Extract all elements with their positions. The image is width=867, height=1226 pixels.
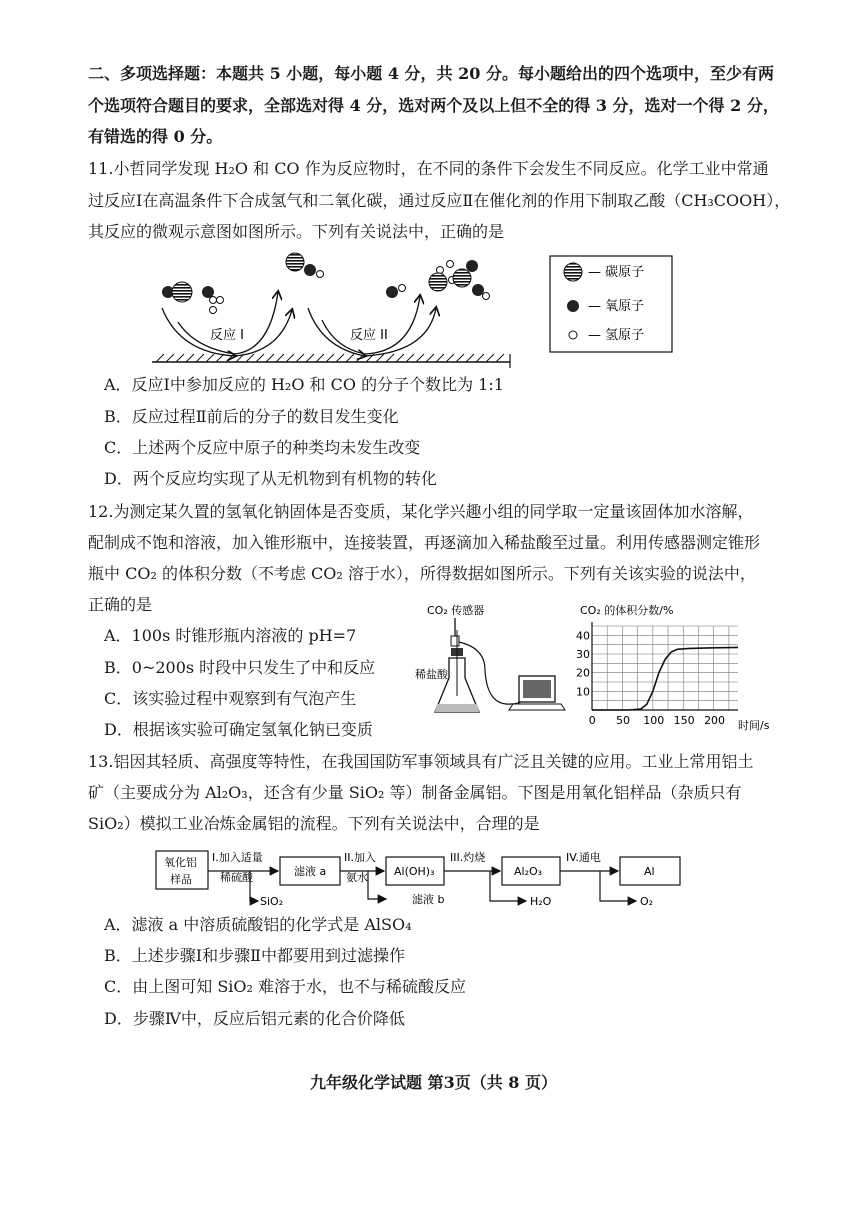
acid-label: 稀盐酸 [415,668,448,681]
chart-x-axis-label: 时间/s [738,719,770,732]
q11-stem-line-1: 11.小哲同学发现 H₂O 和 CO 作为反应物时，在不同的条件下会发生不同反应。化学工业中常通 [88,159,769,178]
q12-stem-line-1: 12.为测定某久置的氢氧化钠固体是否变质，某化学兴趣小组的同学取一定量该固体加水溶解， [88,502,754,521]
y-tick-label: 10 [576,685,590,699]
q11-option-d: D．两个反应均实现了从无机物到有机物的转化 [104,469,437,488]
q13-option-c: C．由上图可知 SiO₂ 难溶于水，也不与稀硫酸反应 [104,977,467,996]
q13-option-b: B．上述步骤Ⅰ和步骤Ⅱ中都要用到过滤操作 [104,946,405,965]
x-tick-label: 200 [704,714,726,727]
x-tick-label: 100 [643,714,665,727]
flow-aloh3-label: Al(OH)₃ [394,865,435,878]
flow-out2-label: 滤液 b [412,893,445,906]
q11-stem-line-3: 其反应的微观示意图如图所示。下列有关说法中，正确的是 [88,222,505,241]
q12-stem-line-3: 瓶中 CO₂ 的体积分数（不考虑 CO₂ 溶于水），所得数据如图所示。下列有关该实验的说法中， [88,564,756,583]
flow-out4-label: O₂ [640,895,654,908]
q12-option-b: B．0~200s 时段中只发生了中和反应 [104,658,376,677]
q12-stem-line-2: 配制成不饱和溶液，加入锥形瓶中，连接装置，再逐滴加入稀盐酸至过量。利用传感器测定锥形 [88,533,761,552]
section-header-line-3: 有错选的得 0 分。 [88,127,223,146]
flow-al2o3-label: Al₂O₃ [514,865,543,878]
flow-step3-label: III.灼烧 [450,851,486,864]
section-header-line-1: 二、多项选择题：本题共 5 小题，每小题 4 分，共 20 分。每小题给出的四个选项中，至少有两 [88,64,774,83]
q13-flow-diagram [150,845,690,910]
sensor-label: CO₂ 传感器 [427,604,485,617]
page-footer: 九年级化学试题 第3页（共 8 页） [310,1073,557,1092]
reaction-2-label: 反应 II [350,328,388,343]
q11-option-b: B．反应过程Ⅱ前后的分子的数目发生变化 [104,407,399,426]
q11-reaction-diagram [150,248,690,373]
section-header-line-2: 个选项符合题目的要求，全部选对得 4 分，选对两个及以上但不全的得 3 分，选对一个得 2 分， [88,96,779,115]
q11-stem-line-2: 过反应Ⅰ在高温条件下合成氢气和二氧化碳，通过反应Ⅱ在催化剂的作用下制取乙酸（CH₃COOH）， [88,191,791,210]
flow-step1b-label: 稀硫酸 [220,871,253,884]
legend-hydrogen: — 氢原子 [588,328,645,343]
q13-option-a: A．滤液 a 中溶质硫酸铝的化学式是 AlSO₄ [104,915,412,934]
x-tick-label: 150 [673,714,695,727]
legend-carbon: — 碳原子 [588,265,645,280]
q13-stem-line-2: 矿（主要成分为 Al₂O₃，还含有少量 SiO₂ 等）制备金属铝。下图是用氧化铝样品（杂质只有 [88,783,742,802]
q13-stem-line-1: 13.铝因其轻质、高强度等特性，在我国国防军事领域具有广泛且关键的应用。工业上常用铝土 [88,752,754,771]
reaction-1-label: 反应 I [210,328,244,343]
flow-sample-label-1: 氧化铝 [164,856,197,869]
q12-option-a: A．100s 时锥形瓶内溶液的 pH=7 [104,626,357,645]
flow-sample-label-2: 样品 [170,873,192,886]
flow-filtrate-a-label: 滤液 a [294,865,327,878]
flow-step1-label: I.加入适量 [212,851,263,864]
q12-co2-chart [570,602,770,732]
q13-stem-line-3: SiO₂）模拟工业冶炼金属铝的流程。下列有关说法中，合理的是 [88,814,540,833]
flow-step2b-label: 氨水 [346,871,368,884]
x-tick-label: 0 [588,714,596,727]
q12-stem-line-4: 正确的是 [88,595,153,614]
flow-out1-label: SiO₂ [260,895,284,908]
y-tick-label: 20 [576,666,590,680]
flow-out3-label: H₂O [530,895,552,908]
q11-option-a: A．反应Ⅰ中参加反应的 H₂O 和 CO 的分子个数比为 1:1 [104,375,504,394]
flow-step2-label: II.加入 [344,851,376,864]
flow-al-label: Al [644,865,655,878]
q12-option-c: C．该实验过程中观察到有气泡产生 [104,689,357,708]
q11-option-c: C．上述两个反应中原子的种类均未发生改变 [104,438,421,457]
q12-option-d: D．根据该实验可确定氢氧化钠已变质 [104,720,373,739]
x-tick-label: 50 [616,714,631,727]
y-tick-label: 40 [576,629,590,643]
carbon-atom [172,282,192,302]
y-tick-label: 30 [576,648,590,661]
flow-step4-label: IV.通电 [566,851,601,864]
q13-option-d: D．步骤Ⅳ中，反应后铝元素的化合价降低 [104,1009,405,1028]
q12-apparatus [415,600,575,725]
chart-title: CO₂ 的体积分数/% [580,604,674,617]
legend-oxygen: — 氧原子 [588,299,645,314]
